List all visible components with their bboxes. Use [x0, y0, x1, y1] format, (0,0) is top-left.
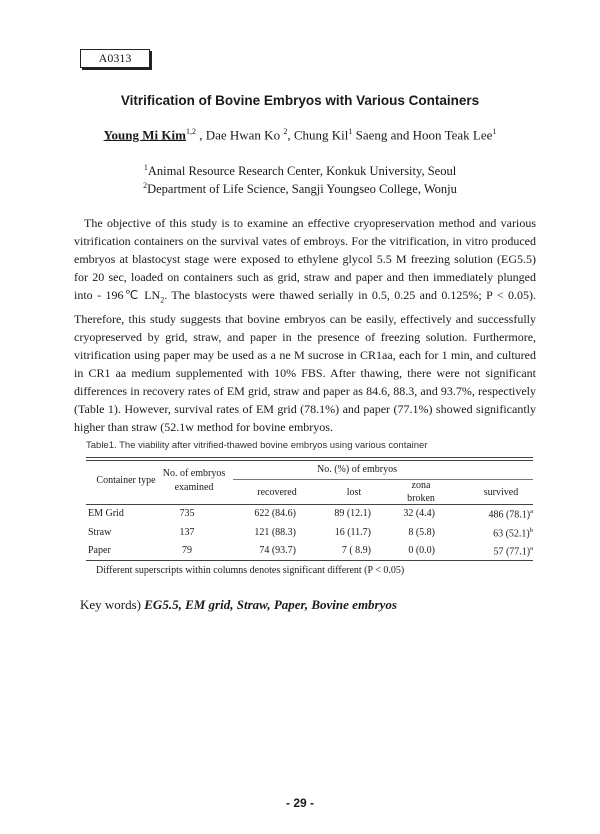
abstract-line: 93.7%, respectively (Table 1). However, survival rates of EM grid (78.1%) and paper (77.1%): [74, 384, 537, 417]
keywords-label: Key words): [80, 597, 145, 612]
abstract-paragraph: [74, 214, 536, 437]
significance-sup: a: [530, 508, 533, 515]
row-label: Straw: [88, 527, 112, 538]
header-container-type: Container type: [96, 475, 156, 486]
abstract-line: . The blastocysts were thawed serially in 0.5, 0.25 and 0.125%; P: [164, 288, 493, 303]
cell-examined: 79: [182, 545, 192, 556]
abstract-body: [74, 214, 536, 437]
cell-lost: 7 ( 8.9): [341, 545, 371, 556]
keywords-values: EG5.5, EM grid, Straw, Paper, Bovine embryos: [144, 597, 397, 612]
author-line: [0, 127, 600, 143]
abstract-line: Furthermore, vitrification using paper may be used as a ne M sucrose in CR1aa, each for 1: [74, 329, 537, 363]
abstract-line: min, and cultured in CR1 aa medium supplemented with 10% FBS. After thawing, there were: [74, 348, 537, 381]
cell-lost: 16 (11.7): [334, 527, 371, 538]
header-recovered: recovered: [257, 487, 297, 498]
cell-recovered: 121 (88.3): [254, 527, 296, 538]
table-bottom-rule: [86, 560, 533, 561]
keywords: [80, 597, 397, 613]
affiliation-sup: 1: [143, 163, 148, 172]
third-author: , Chung Kil: [287, 127, 349, 143]
cell-zona: 32 (4.4): [403, 508, 435, 519]
paper-code-box: A0313: [80, 49, 150, 68]
abstract-line: The objective of this study is to examine an effective cryopreservation method and various: [84, 216, 536, 230]
cell-zona: 8 (5.8): [408, 527, 435, 538]
cell-recovered: 622 (84.6): [254, 508, 296, 519]
author-sup: 1,2: [185, 127, 196, 136]
survived-value: 486 (78.1): [488, 509, 531, 521]
other-authors: Saeng and Hoon Teak Lee: [352, 127, 493, 143]
cell-examined: 137: [179, 527, 195, 538]
abstract-line: successfully cryopreserved by grid, straw, and paper in the presence of freezing solution.: [74, 311, 537, 344]
significance-sup: b: [529, 527, 533, 534]
affiliation-sup: 2: [143, 181, 148, 190]
abstract-line: (EG5.5) for 20 sec, loaded on containers such as grid, straw and paper and then immediately: [74, 252, 536, 285]
cell-recovered: 74 (93.7): [259, 545, 296, 556]
header-zona: broken: [407, 493, 435, 504]
header-lost: lost: [346, 487, 362, 498]
header-survived: survived: [483, 487, 519, 498]
header-examined: examined: [174, 482, 214, 493]
header-examined: No. of embryos: [162, 468, 226, 479]
header-group-rule: [233, 479, 533, 480]
affiliation-2: [0, 181, 600, 197]
cell-zona: 0 (0.0): [408, 545, 435, 556]
second-author: , Dae Hwan Ko: [195, 127, 284, 143]
cell-examined: 735: [179, 508, 195, 519]
abstract-line: vitrification containers on the survival vates of embroys. For the vitrification, in vitro: [74, 234, 488, 249]
cell-survived: [488, 508, 533, 520]
abstract-line: < 0.05). Therefore, this study suggests that bovine embryos can be easily, effectively and: [74, 288, 537, 326]
header-zona: zona: [411, 480, 431, 491]
first-author: Young Mi Kim: [103, 127, 186, 143]
cell-lost: 89 (12.1): [334, 508, 371, 519]
affiliation-text: Animal Resource Research Center, Konkuk University, Seoul: [147, 164, 457, 179]
author-sup: 1: [492, 127, 497, 136]
table-top-rule: [86, 457, 533, 458]
affiliation-1: [0, 163, 600, 179]
abstract-line: plunged into - 196℃ LN: [74, 270, 537, 303]
header-group: No. (%) of embryos: [317, 464, 397, 475]
table-caption: Table1. The viability after vitrified-thawed bovine embryos using various container: [86, 440, 428, 451]
row-label: Paper: [88, 545, 111, 556]
row-label: EM Grid: [88, 508, 124, 519]
subscript: 2: [160, 295, 165, 305]
abstract-line: produced embryos at blastocyst stage were exposed to ethylene glycol 5.5 M freezing solution: [74, 234, 537, 267]
author-sup: 1: [348, 127, 353, 136]
significance-sup: a: [530, 545, 533, 552]
survived-value: 63 (52.1): [493, 528, 530, 540]
affiliation-text: Department of Life Science, Sangji Youngseo College, Wonju: [147, 182, 457, 197]
cell-survived: [493, 545, 533, 557]
author-sup: 2: [283, 127, 288, 136]
table-footnote: Different superscripts within columns denotes significant different (P < 0.05): [96, 565, 405, 576]
abstract-line: not significant differences in recovery rates of EM grid, straw and paper as 84.6, 88.3, and: [74, 366, 536, 399]
header-bottom-rule: [86, 504, 533, 505]
survived-value: 57 (77.1): [493, 546, 531, 558]
abstract-line: showed significantly higher than straw (52.1w method for bovine embryos.: [74, 402, 537, 435]
page-number: - 29 -: [285, 796, 314, 810]
table-top-rule: [86, 460, 533, 461]
paper-title: Vitrification of Bovine Embryos with Various Containers: [120, 93, 480, 108]
cell-survived: [493, 527, 533, 539]
